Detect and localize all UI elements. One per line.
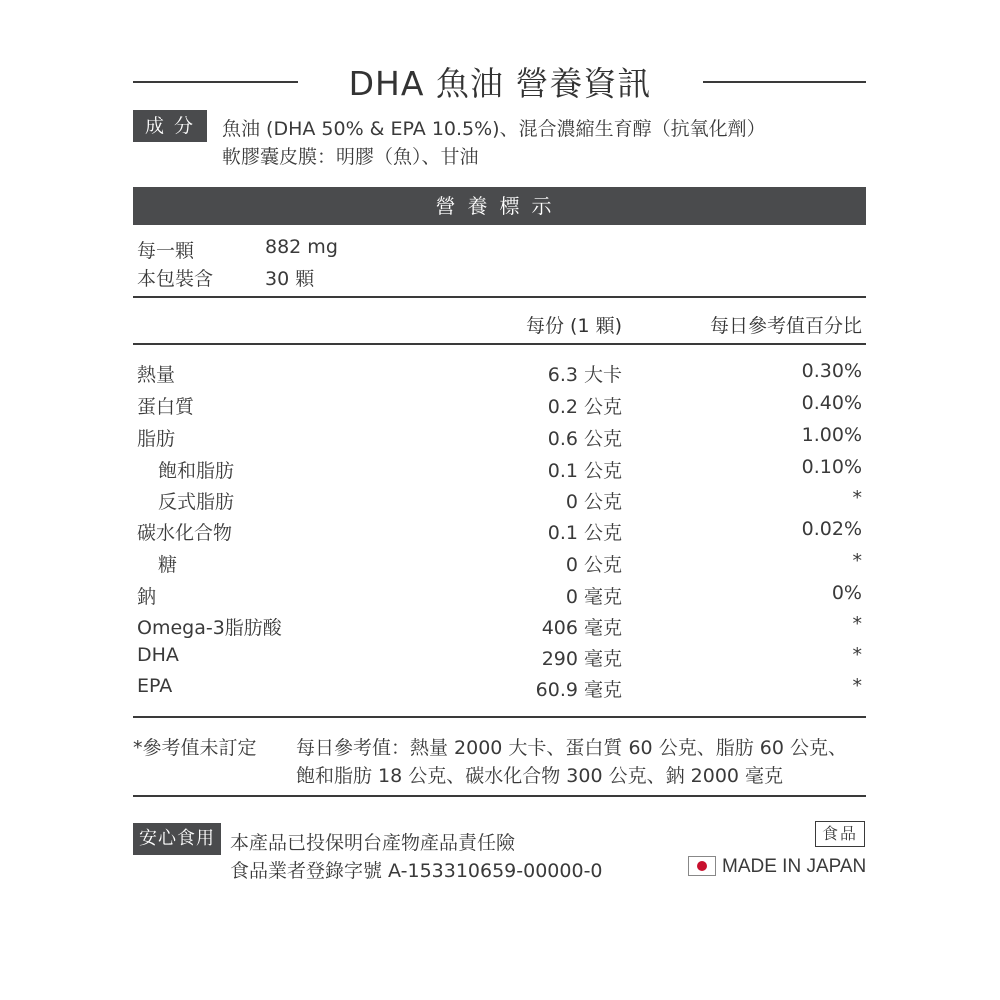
nutrition-banner: 營養標示 bbox=[133, 187, 866, 225]
serving-divider bbox=[133, 296, 866, 298]
page-title: DHA 魚油 營養資訊 bbox=[348, 64, 652, 103]
nutrient-amount: 0.2 公克 bbox=[547, 396, 622, 418]
nutrient-name: 蛋白質 bbox=[137, 396, 195, 418]
nutrient-amount: 406 毫克 bbox=[541, 617, 622, 639]
made-in-japan: MADE IN JAPAN bbox=[722, 856, 867, 877]
servings-per-pack-value: 30 顆 bbox=[265, 268, 315, 290]
nutrient-amount: 0.6 公克 bbox=[547, 428, 622, 450]
nutrient-amount: 0 公克 bbox=[565, 554, 622, 576]
nutrient-name: 脂肪 bbox=[137, 428, 176, 450]
nutrient-amount: 0.1 公克 bbox=[547, 460, 622, 482]
nutrient-daily-pct: 0.40% bbox=[801, 392, 862, 414]
nutrient-name: 鈉 bbox=[137, 586, 157, 608]
header-divider bbox=[133, 343, 866, 345]
table-row bbox=[0, 456, 1000, 488]
nutrient-name: 糖 bbox=[158, 554, 178, 576]
serving-size-label: 每一顆 bbox=[137, 240, 195, 262]
food-stamp: 食品 bbox=[815, 821, 865, 847]
nutrient-amount: 290 毫克 bbox=[541, 648, 622, 670]
table-row bbox=[0, 392, 1000, 424]
nutrient-amount: 0.1 公克 bbox=[547, 522, 622, 544]
nutrient-amount: 0 毫克 bbox=[565, 586, 622, 608]
nutrient-daily-pct: 0.02% bbox=[801, 518, 862, 540]
nutrient-amount: 6.3 大卡 bbox=[547, 364, 622, 386]
table-row bbox=[0, 675, 1000, 707]
ingredients-line-2: 軟膠囊皮膜：明膠（魚）、甘油 bbox=[222, 146, 479, 168]
nutrient-daily-pct: 0.10% bbox=[801, 456, 862, 478]
nutrient-daily-pct: * bbox=[852, 487, 862, 509]
footnote-daily-reference-line-1: 每日參考值：熱量 2000 大卡、蛋白質 60 公克、脂肪 60 公克、 bbox=[296, 737, 847, 759]
table-row bbox=[0, 487, 1000, 519]
table-row bbox=[0, 360, 1000, 392]
nutrient-name: 飽和脂肪 bbox=[158, 460, 235, 482]
flag-red-disc bbox=[697, 861, 707, 871]
table-row bbox=[0, 613, 1000, 645]
japan-flag-icon bbox=[688, 856, 716, 876]
nutrient-amount: 60.9 毫克 bbox=[535, 679, 622, 701]
nutrient-daily-pct: * bbox=[852, 550, 862, 572]
ingredients-line-1: 魚油 (DHA 50% & EPA 10.5%)、混合濃縮生育醇（抗氧化劑） bbox=[222, 118, 766, 140]
safe-use-label: 安心食用 bbox=[133, 823, 221, 855]
table-row bbox=[0, 518, 1000, 550]
nutrient-amount: 0 公克 bbox=[565, 491, 622, 513]
insurance-statement: 本產品已投保明台產物產品責任險 bbox=[230, 832, 516, 854]
ingredients-label: 成 分 bbox=[133, 110, 207, 142]
nutrient-name: 碳水化合物 bbox=[137, 522, 233, 544]
table-bottom-divider bbox=[133, 716, 866, 718]
table-row bbox=[0, 582, 1000, 614]
serving-size-value: 882 mg bbox=[265, 236, 338, 258]
per-serving-header: 每份 (1 顆) bbox=[526, 315, 622, 337]
table-row bbox=[0, 644, 1000, 676]
footnote-not-established: *參考值未訂定 bbox=[133, 737, 257, 759]
title-rule-right bbox=[703, 81, 866, 83]
nutrient-daily-pct: * bbox=[852, 644, 862, 666]
nutrient-name: 反式脂肪 bbox=[158, 491, 235, 513]
footnote-divider bbox=[133, 795, 866, 797]
nutrient-daily-pct: * bbox=[852, 613, 862, 635]
daily-value-header: 每日參考值百分比 bbox=[709, 315, 862, 337]
footnote-daily-reference-line-2: 飽和脂肪 18 公克、碳水化合物 300 公克、鈉 2000 毫克 bbox=[296, 765, 784, 787]
registration-number: 食品業者登錄字號 A-153310659-00000-0 bbox=[230, 860, 603, 882]
nutrient-daily-pct: 0% bbox=[831, 582, 862, 604]
nutrient-name: Omega-3脂肪酸 bbox=[137, 617, 282, 639]
nutrient-name: 熱量 bbox=[137, 364, 176, 386]
nutrient-daily-pct: 1.00% bbox=[801, 424, 862, 446]
servings-per-pack-label: 本包裝含 bbox=[137, 268, 214, 290]
nutrient-daily-pct: 0.30% bbox=[801, 360, 862, 382]
nutrient-name: EPA bbox=[137, 675, 173, 697]
nutrient-daily-pct: * bbox=[852, 675, 862, 697]
nutrient-name: DHA bbox=[137, 644, 179, 666]
table-row bbox=[0, 424, 1000, 456]
table-row bbox=[0, 550, 1000, 582]
